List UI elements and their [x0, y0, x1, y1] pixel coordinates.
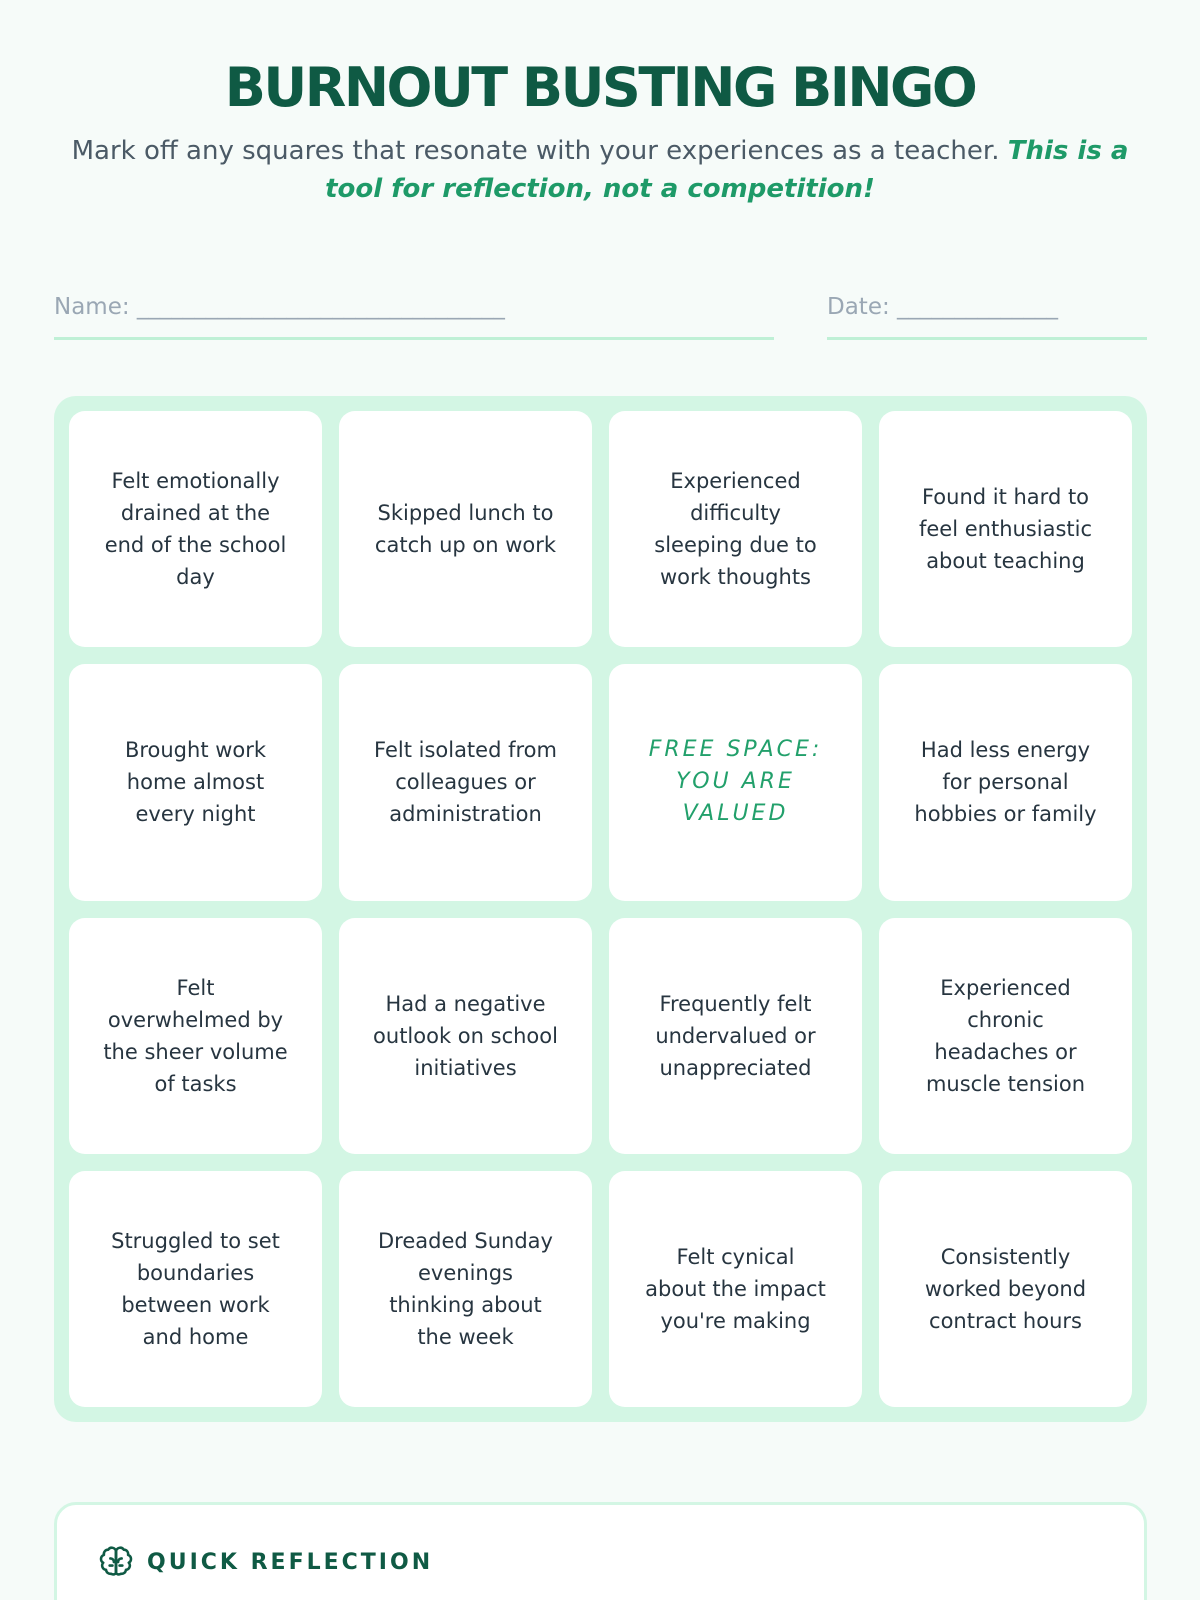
date-field[interactable]: Date: ______________ — [827, 294, 1147, 340]
reflection-header — [99, 1545, 433, 1579]
bingo-square[interactable]: Skipped lunch to catch up on work — [339, 411, 592, 647]
bingo-square[interactable]: Felt overwhelmed by the sheer volume of tasks — [69, 918, 322, 1154]
bingo-square[interactable]: Struggled to set boundaries between work and home — [69, 1171, 322, 1407]
bingo-square[interactable]: Dreaded Sunday evenings thinking about the week — [339, 1171, 592, 1407]
bingo-board — [54, 396, 1147, 1422]
bingo-square[interactable]: Felt emotionally drained at the end of the school day — [69, 411, 322, 647]
subtitle-text: Mark off any squares that resonate with your experiences as a teacher. — [71, 136, 1008, 166]
bingo-square[interactable]: Felt isolated from colleagues or administration — [339, 664, 592, 900]
bingo-square[interactable]: Experienced difficulty sleeping due to work thoughts — [609, 411, 862, 647]
name-field[interactable]: Name: ________________________________ — [54, 294, 774, 340]
bingo-square[interactable]: Felt cynical about the impact you're making — [609, 1171, 862, 1407]
bingo-square[interactable]: Had less energy for personal hobbies or family — [879, 664, 1132, 900]
bingo-square[interactable]: Frequently felt undervalued or unappreciated — [609, 918, 862, 1154]
bingo-square[interactable]: Found it hard to feel enthusiastic about teaching — [879, 411, 1132, 647]
bingo-square[interactable]: Brought work home almost every night — [69, 664, 322, 900]
free-space-square[interactable]: FREE SPACE: YOU ARE VALUED — [609, 664, 862, 900]
bingo-square[interactable]: Had a negative outlook on school initiatives — [339, 918, 592, 1154]
brain-icon — [99, 1545, 133, 1579]
bingo-square[interactable]: Consistently worked beyond contract hours — [879, 1171, 1132, 1407]
subtitle-emphasis: This is a tool for reflection, not a competition! — [325, 136, 1129, 204]
page-subtitle — [60, 132, 1140, 208]
quick-reflection-card — [54, 1502, 1147, 1600]
page-title: BURNOUT BUSTING BINGO — [224, 56, 976, 119]
bingo-square[interactable]: Experienced chronic headaches or muscle tension — [879, 918, 1132, 1154]
reflection-title: QUICK REFLECTION — [147, 1549, 434, 1575]
